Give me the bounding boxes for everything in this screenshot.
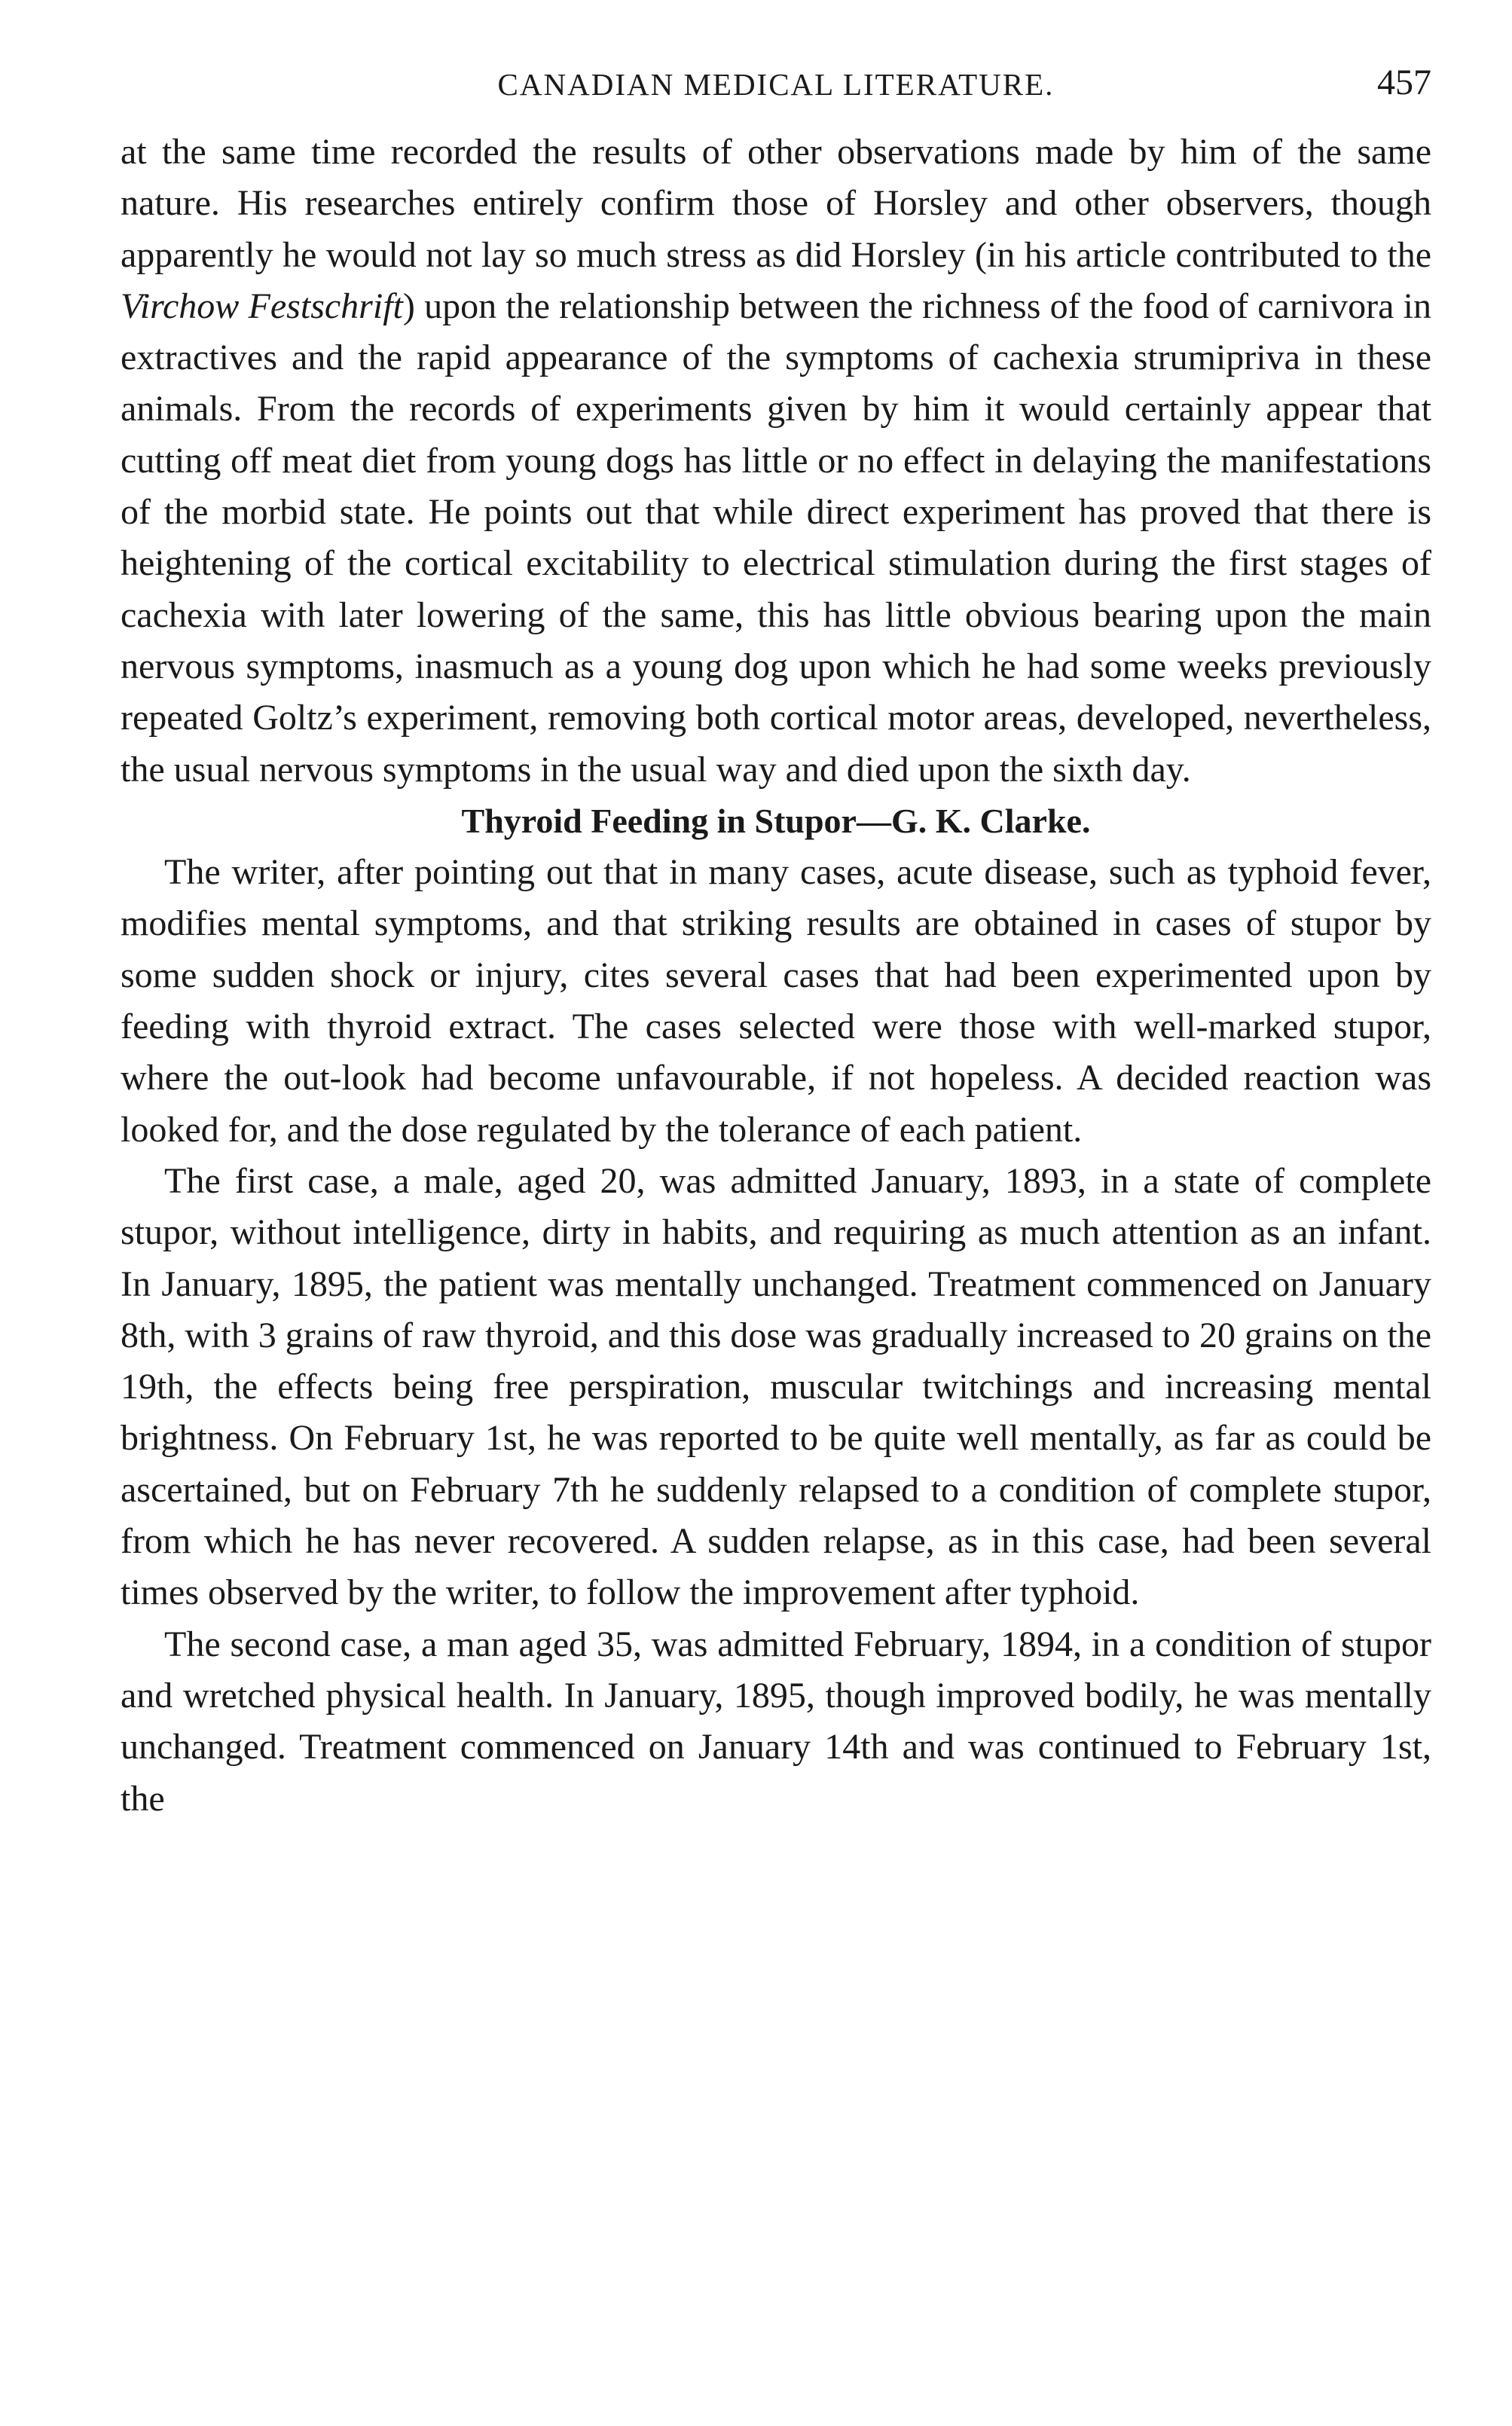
paragraph-text: ) upon the relationship between the richness of the food of carnivora in extractives and the rapid appearance of the symptoms of cachexia strumipriva in these animals. From the records of experiments given by him it would certainly appear that cutting off meat diet from young dogs has little or no effect in delaying the manifestations of the morbid state. He points out that while direct experiment has proved that there is heightening of the cortical excitability to electrical stimulation during the first stages of cachexia with later lowering of the same, this has little obvious bearing upon the main nervous symptoms, inasmuch as a young dog upon which he had some weeks previously repeated Goltz’s experiment, removing both cortical motor areas, developed, nevertheless, the usual nervous symptoms in the usual way and died upon the sixth day. bbox=[121, 286, 1432, 790]
paragraph: The writer, after pointing out that in many cases, acute disease, such as typhoid fever, modifies mental symptoms, and that striking results are obtained in cases of stupor by some sudden shock or injury, cites several cases that had been experimented upon by feeding with thyroid extract. The cases selected were those with well-marked stupor, where the out-look had become unfavourable, if not hopeless. A decided reaction was looked for, and the dose regulated by the tolerance of each patient. bbox=[121, 852, 1431, 1150]
running-title: CANADIAN MEDICAL LITERATURE. bbox=[497, 67, 1055, 102]
section-heading: Thyroid Feeding in Stupor—G. K. Clarke. bbox=[461, 801, 1091, 840]
document-page bbox=[121, 63, 1432, 1825]
paragraph: The second case, a man aged 35, was admitted February, 1894, in a condition of stupor and wretched physical health. In January, 1895, though improved bodily, he was mentally unchanged. Treatment commenced on January 14th and was continued to February 1st, the bbox=[121, 1624, 1431, 1819]
running-header bbox=[121, 63, 1431, 119]
article-body bbox=[121, 127, 1431, 1825]
italic-title: Virchow Festschrift bbox=[121, 286, 403, 326]
paragraph: The first case, a male, aged 20, was admitted January, 1893, in a state of complete stupor, without intelligence, dirty in habits, and requiring as much attention as an infant. In January, 1895, the patient was mentally unchanged. Treatment commenced on January 8th, with 3 grains of raw thyroid, and this dose was gradually increased to 20 grains on the 19th, the effects being free perspiration, muscular twitchings and increasing mental brightness. On February 1st, he was reported to be quite well mentally, as far as could be ascertained, but on February 7th he suddenly relapsed to a condition of complete stupor, from which he has never recovered. A sudden relapse, as in this case, had been several times observed by the writer, to follow the improvement after typhoid. bbox=[121, 1160, 1431, 1613]
paragraph-continuation bbox=[121, 127, 1431, 796]
paragraph-text: at the same time recorded the results of other observations made by him of the same nature. His researches entirely confirm those of Horsley and other observers, though apparently he would not lay so much stress as did Horsley (in his article contributed to the bbox=[121, 132, 1431, 275]
page-number: 457 bbox=[1377, 63, 1431, 102]
